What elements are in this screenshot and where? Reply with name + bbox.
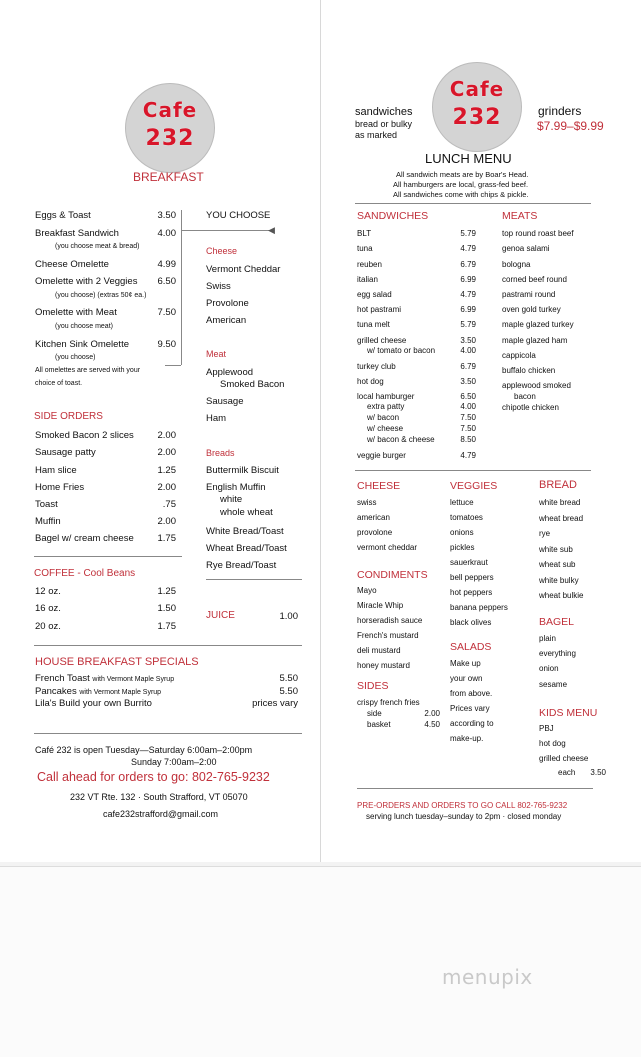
- preorder-line: PRE-ORDERS AND ORDERS TO GO CALL 802-765-9232: [357, 801, 568, 810]
- divider: [34, 645, 302, 646]
- list-item: lettuce: [450, 498, 474, 507]
- list-item: Prices vary: [450, 704, 490, 713]
- item-price: 6.99: [460, 305, 476, 314]
- list-item: Home Fries: [35, 482, 85, 493]
- list-item: everything: [539, 649, 576, 658]
- kids-menu-heading: KIDS MENU: [539, 707, 598, 719]
- special-name: Pancakes: [35, 686, 77, 697]
- lunch-note: All hamburgers are local, grass-fed beef.: [393, 180, 529, 189]
- list-item: egg salad: [357, 290, 392, 299]
- logo-number-text: 232: [145, 126, 195, 151]
- list-item: wheat sub: [539, 560, 576, 569]
- email: cafe232strafford@gmail.com: [103, 809, 219, 819]
- list-item: Provolone: [206, 298, 249, 309]
- list-item: 20 oz.: [35, 621, 61, 632]
- lunch-note: All sandwich meats are by Boar's Head.: [396, 170, 529, 179]
- item-price: 4.79: [460, 244, 476, 253]
- menupix-watermark: menupix: [442, 965, 533, 989]
- salads-heading: SALADS: [450, 641, 492, 653]
- item-price: 5.79: [460, 320, 476, 329]
- list-item: American: [206, 315, 247, 326]
- list-item: chipotle chicken: [502, 403, 559, 412]
- list-item: 12 oz.: [35, 586, 61, 597]
- list-item: [35, 673, 174, 684]
- list-item: English Muffin: [206, 482, 266, 493]
- list-item: onions: [450, 528, 474, 537]
- list-item: Eggs & Toast: [35, 210, 91, 221]
- list-item: Swiss: [206, 281, 231, 292]
- item-price: 7.50: [157, 307, 176, 318]
- meat-heading: Meat: [206, 349, 227, 359]
- list-item: sesame: [539, 680, 568, 689]
- list-item: Omelette with Meat: [35, 307, 117, 318]
- item-price: 4.79: [460, 451, 476, 460]
- list-item: from above.: [450, 689, 493, 698]
- item-price: 6.50: [460, 392, 476, 401]
- list-item: crispy french fries: [357, 698, 420, 707]
- item-price: 8.50: [460, 435, 476, 444]
- sandwiches-label: sandwiches: [355, 106, 413, 118]
- list-item: white: [220, 494, 243, 505]
- list-item: PBJ: [539, 724, 554, 733]
- list-item: american: [357, 513, 390, 522]
- item-price: 4.79: [460, 290, 476, 299]
- list-item: white bulky: [539, 575, 579, 585]
- list-item: hot dog: [357, 377, 384, 386]
- list-item: cappicola: [502, 351, 536, 360]
- item-price: 2.00: [157, 516, 176, 527]
- list-item: grilled cheese: [539, 754, 589, 763]
- item-price: 1.75: [157, 621, 176, 632]
- side-orders-heading: SIDE ORDERS: [34, 411, 103, 422]
- cheese-heading: CHEESE: [357, 480, 401, 492]
- list-item: oven gold turkey: [502, 305, 561, 314]
- list-item: w/ bacon: [367, 413, 400, 422]
- fold-line: [320, 0, 321, 862]
- item-price: 4.00: [460, 402, 476, 411]
- list-item: Vermont Cheddar: [206, 264, 281, 275]
- item-price: 2.00: [157, 430, 176, 441]
- veggies-heading: VEGGIES: [450, 480, 498, 492]
- list-item: Cheese Omelette: [35, 259, 109, 270]
- list-item: provolone: [357, 528, 393, 537]
- item-price: 5.79: [460, 229, 476, 238]
- list-item: Ham slice: [35, 465, 77, 476]
- address: 232 VT Rte. 132 · South Strafford, VT 05070: [70, 792, 248, 802]
- item-price: .75: [162, 499, 176, 510]
- list-item: swiss: [357, 498, 377, 507]
- sandwiches-marked-note: as marked: [355, 130, 398, 140]
- logo-cafe-text: Cafe: [449, 77, 505, 101]
- breads-heading: Breads: [206, 448, 235, 458]
- list-item: hot dog: [539, 739, 566, 748]
- list-item: [35, 686, 161, 697]
- item-price: 3.50: [157, 210, 176, 221]
- list-item: w/ cheese: [367, 424, 404, 433]
- item-price: 4.50: [424, 720, 440, 729]
- item-price: 4.00: [157, 228, 176, 239]
- item-note: (you choose meat): [55, 323, 113, 330]
- list-item: turkey club: [357, 362, 396, 371]
- list-item: top round roast beef: [502, 229, 574, 238]
- divider: [181, 210, 182, 365]
- list-item: whole wheat: [220, 507, 273, 518]
- juice-price: 1.00: [279, 611, 298, 622]
- bagel-heading: BAGEL: [539, 616, 575, 628]
- list-item: extra patty: [367, 402, 405, 411]
- divider: [355, 203, 591, 204]
- item-price: 3.50: [460, 377, 476, 386]
- logo-cafe-text: Cafe: [142, 98, 198, 122]
- item-price: 9.50: [157, 339, 176, 350]
- sandwiches-heading: SANDWICHES: [357, 210, 429, 222]
- grinders-price: $7.99–$9.99: [537, 119, 604, 133]
- list-item: wheat bread: [539, 513, 584, 523]
- condiments-heading: CONDIMENTS: [357, 569, 428, 581]
- list-item: Buttermilk Biscuit: [206, 465, 279, 476]
- list-item: Sausage patty: [35, 447, 96, 458]
- list-item: hot peppers: [450, 588, 493, 597]
- list-item: tuna: [357, 244, 373, 253]
- cheese-heading: Cheese: [206, 246, 238, 256]
- list-item: reuben: [357, 260, 382, 269]
- list-item: plain: [539, 634, 556, 643]
- list-item: bacon: [514, 392, 536, 401]
- item-price: 3.50: [460, 336, 476, 345]
- item-price: 4.99: [157, 259, 176, 270]
- list-item: 16 oz.: [35, 603, 61, 614]
- item-price: 2.00: [157, 447, 176, 458]
- list-item: Breakfast Sandwich: [35, 228, 119, 239]
- list-item: w/ bacon & cheese: [367, 435, 435, 444]
- lunch-note: All sandwiches come with chips & pickle.: [393, 190, 529, 199]
- divider: [34, 556, 182, 557]
- breakfast-title: BREAKFAST: [133, 170, 204, 184]
- kids-each-label: each: [558, 768, 576, 777]
- list-item: Mayo: [357, 586, 377, 595]
- list-item: tomatoes: [450, 513, 483, 522]
- list-item: white bread: [539, 498, 581, 507]
- divider: [355, 470, 591, 471]
- logo-number-text: 232: [452, 105, 502, 130]
- list-item: veggie burger: [357, 451, 406, 460]
- item-price: 6.50: [157, 276, 176, 287]
- hours-line-1: Café 232 is open Tuesday—Saturday 6:00am–2:00pm: [35, 745, 253, 755]
- item-note: (you choose meat & bread): [55, 243, 140, 250]
- sandwiches-bread-note: bread or bulky: [355, 119, 413, 129]
- list-item: White Bread/Toast: [206, 526, 284, 537]
- coffee-heading: COFFEE - Cool Beans: [34, 568, 136, 579]
- item-price: 5.50: [279, 673, 298, 684]
- special-desc: with Vermont Maple Syrup: [92, 676, 175, 683]
- omelette-note-1: All omelettes are served with your: [35, 367, 141, 374]
- item-price: 6.99: [460, 275, 476, 284]
- list-item: pickles: [450, 543, 475, 552]
- list-item: pastrami round: [502, 290, 556, 299]
- kids-price: 3.50: [590, 768, 606, 777]
- list-item: Rye Bread/Toast: [206, 560, 277, 571]
- item-price: 7.50: [460, 413, 476, 422]
- list-item: w/ tomato or bacon: [367, 346, 436, 355]
- item-note: (you choose) (extras 50¢ ea.): [55, 292, 147, 299]
- list-item: Make up: [450, 659, 481, 668]
- list-item: your own: [450, 674, 483, 683]
- list-item: Wheat Bread/Toast: [206, 543, 287, 554]
- call-ahead: Call ahead for orders to go: 802-765-9232: [37, 770, 270, 784]
- list-item: tuna melt: [357, 320, 390, 329]
- bread-heading: BREAD: [539, 479, 577, 491]
- list-item: French's mustard: [357, 631, 419, 640]
- list-item: bologna: [502, 260, 531, 269]
- item-price: 1.50: [157, 603, 176, 614]
- list-item: banana peppers: [450, 603, 508, 612]
- list-item: Smoked Bacon 2 slices: [35, 430, 134, 441]
- arrow-left-icon: ◀: [268, 225, 275, 235]
- hours-line-2: Sunday 7:00am–2:00: [131, 757, 217, 767]
- item-price: 1.75: [157, 533, 176, 544]
- list-item: black olives: [450, 618, 492, 627]
- list-item: Smoked Bacon: [220, 379, 285, 390]
- list-item: make-up.: [450, 734, 484, 743]
- item-price: 2.00: [424, 709, 440, 718]
- list-item: Applewood: [206, 367, 254, 378]
- list-item: maple glazed turkey: [502, 320, 574, 329]
- meats-heading: MEATS: [502, 210, 538, 222]
- grinders-label: grinders: [538, 104, 582, 118]
- omelette-note-2: choice of toast.: [35, 380, 83, 387]
- list-item: horseradish sauce: [357, 616, 423, 625]
- sides-heading: SIDES: [357, 680, 389, 692]
- item-price: 4.00: [460, 346, 476, 355]
- item-price: 6.79: [460, 362, 476, 371]
- specials-heading: HOUSE BREAKFAST SPECIALS: [35, 656, 199, 668]
- list-item: deli mustard: [357, 646, 401, 655]
- divider: [181, 230, 271, 231]
- list-item: italian: [357, 275, 378, 284]
- special-name: French Toast: [35, 673, 90, 684]
- list-item: Bagel w/ cream cheese: [35, 533, 134, 544]
- list-item: BLT: [357, 229, 372, 238]
- list-item: Kitchen Sink Omelette: [35, 339, 129, 350]
- list-item: basket: [367, 720, 391, 729]
- list-item: vermont cheddar: [357, 543, 418, 552]
- list-item: Lila's Build your own Burrito: [35, 698, 152, 709]
- list-item: buffalo chicken: [502, 366, 556, 375]
- list-item: genoa salami: [502, 244, 550, 253]
- list-item: local hamburger: [357, 392, 415, 401]
- list-item: wheat bulkie: [539, 591, 584, 600]
- item-price: 5.50: [279, 686, 298, 697]
- list-item: Ham: [206, 413, 227, 424]
- list-item: honey mustard: [357, 661, 410, 670]
- serving-line: serving lunch tuesday–sunday to 2pm · closed monday: [366, 812, 562, 821]
- list-item: grilled cheese: [357, 336, 407, 345]
- list-item: hot pastrami: [357, 305, 402, 314]
- item-price: 6.79: [460, 260, 476, 269]
- juice-heading: JUICE: [206, 610, 235, 621]
- item-note: (you choose): [55, 354, 96, 361]
- divider: [206, 579, 302, 580]
- item-price: 2.00: [157, 482, 176, 493]
- list-item: applewood smoked: [502, 381, 571, 390]
- lunch-title: LUNCH MENU: [425, 151, 512, 166]
- list-item: Miracle Whip: [357, 601, 404, 610]
- divider: [34, 733, 302, 734]
- you-choose-title: YOU CHOOSE: [206, 210, 271, 221]
- item-price: prices vary: [252, 698, 298, 709]
- item-price: 1.25: [157, 465, 176, 476]
- list-item: Omelette with 2 Veggies: [35, 276, 138, 287]
- list-item: side: [367, 709, 382, 718]
- divider: [165, 365, 181, 366]
- list-item: according to: [450, 719, 494, 728]
- cafe-logo-right: [432, 62, 522, 152]
- special-desc: with Vermont Maple Syrup: [79, 689, 162, 696]
- list-item: Muffin: [35, 516, 61, 527]
- list-item: sauerkraut: [450, 558, 488, 567]
- list-item: corned beef round: [502, 275, 567, 284]
- item-price: 7.50: [460, 424, 476, 433]
- list-item: Toast: [35, 499, 58, 510]
- list-item: maple glazed ham: [502, 336, 568, 345]
- list-item: white sub: [539, 544, 573, 554]
- list-item: bell peppers: [450, 573, 494, 582]
- divider: [357, 788, 593, 789]
- list-item: Sausage: [206, 396, 244, 407]
- item-price: 1.25: [157, 586, 176, 597]
- cafe-logo-left: [125, 83, 215, 173]
- list-item: rye: [539, 529, 551, 538]
- back-page: [0, 866, 641, 1057]
- list-item: onion: [539, 664, 559, 673]
